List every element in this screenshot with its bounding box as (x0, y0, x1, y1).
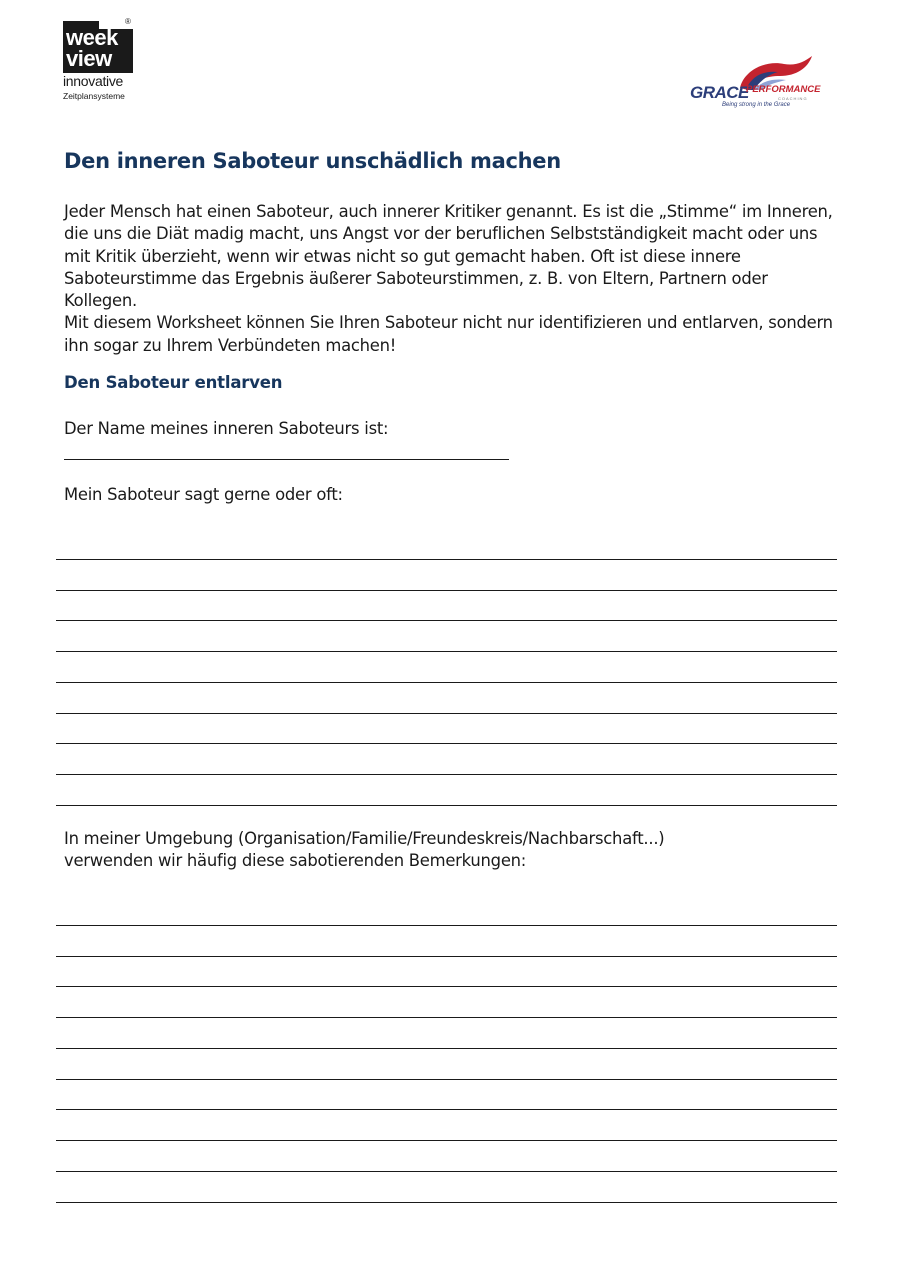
answer-line[interactable] (56, 956, 837, 957)
performance-wordmark: PERFORMANCE (746, 84, 821, 95)
grace-tagline: Being strong in the Grace (722, 102, 791, 108)
answer-line[interactable] (56, 743, 837, 744)
answer-line[interactable] (56, 559, 837, 560)
page-title: Den inneren Saboteur unschädlich machen (64, 149, 561, 173)
answer-line[interactable] (56, 1079, 837, 1080)
weekview-logo-line2: view (66, 46, 112, 71)
weekview-logo-line1: week (66, 25, 118, 50)
answer-line[interactable] (56, 1202, 837, 1203)
intro-paragraph-1: Jeder Mensch hat einen Saboteur, auch innerer Kritiker genannt. Es ist die „Stimme“ im Inneren, die uns die Diät madig macht, uns Angst vor der beruflichen Selbstständigkeit macht oder uns mit Kritik überzieht, wenn wir etwas nicht so gut gemacht haben. Oft ist diese innere Saboteurstimme das Ergebnis äußerer Saboteurstimmen, z. B. von Eltern, Partnern oder Kollegen. (64, 202, 833, 311)
weekview-logo (63, 18, 143, 104)
weekview-logo-box (63, 21, 133, 73)
answer-line[interactable] (56, 1109, 837, 1110)
answer-line[interactable] (56, 682, 837, 683)
answer-line[interactable] (56, 805, 837, 806)
answer-line[interactable] (56, 925, 837, 926)
grace-wordmark: GRACE (690, 83, 749, 102)
weekview-subline-small: Zeitplansysteme (63, 91, 125, 101)
coaching-wordmark: COACHING (778, 96, 808, 101)
answer-line[interactable] (56, 713, 837, 714)
answer-line[interactable] (56, 1140, 837, 1141)
says-prompt: Mein Saboteur sagt gerne oder oft: (64, 485, 343, 504)
grace-performance-logo (688, 52, 838, 114)
answer-line[interactable] (56, 986, 837, 987)
answer-line[interactable] (56, 1048, 837, 1049)
answer-line[interactable] (56, 620, 837, 621)
answer-line[interactable] (56, 1171, 837, 1172)
answer-line[interactable] (56, 774, 837, 775)
section-heading: Den Saboteur entlarven (64, 373, 283, 392)
name-answer-line[interactable] (64, 459, 509, 460)
answer-line[interactable] (56, 651, 837, 652)
intro-text (64, 201, 844, 357)
registered-mark: ® (125, 17, 131, 26)
answer-line[interactable] (56, 590, 837, 591)
answer-line[interactable] (56, 1017, 837, 1018)
environment-prompt-line-1: In meiner Umgebung (Organisation/Familie/Freundeskreis/Nachbarschaft...) (64, 829, 665, 848)
weekview-subline: innovative (63, 73, 124, 89)
name-prompt: Der Name meines inneren Saboteurs ist: (64, 419, 389, 438)
environment-prompt-line-2: verwenden wir häufig diese sabotierenden Bemerkungen: (64, 851, 527, 870)
intro-paragraph-2: Mit diesem Worksheet können Sie Ihren Saboteur nicht nur identifizieren und entlarven, sondern ihn sogar zu Ihrem Verbündeten machen! (64, 313, 833, 355)
